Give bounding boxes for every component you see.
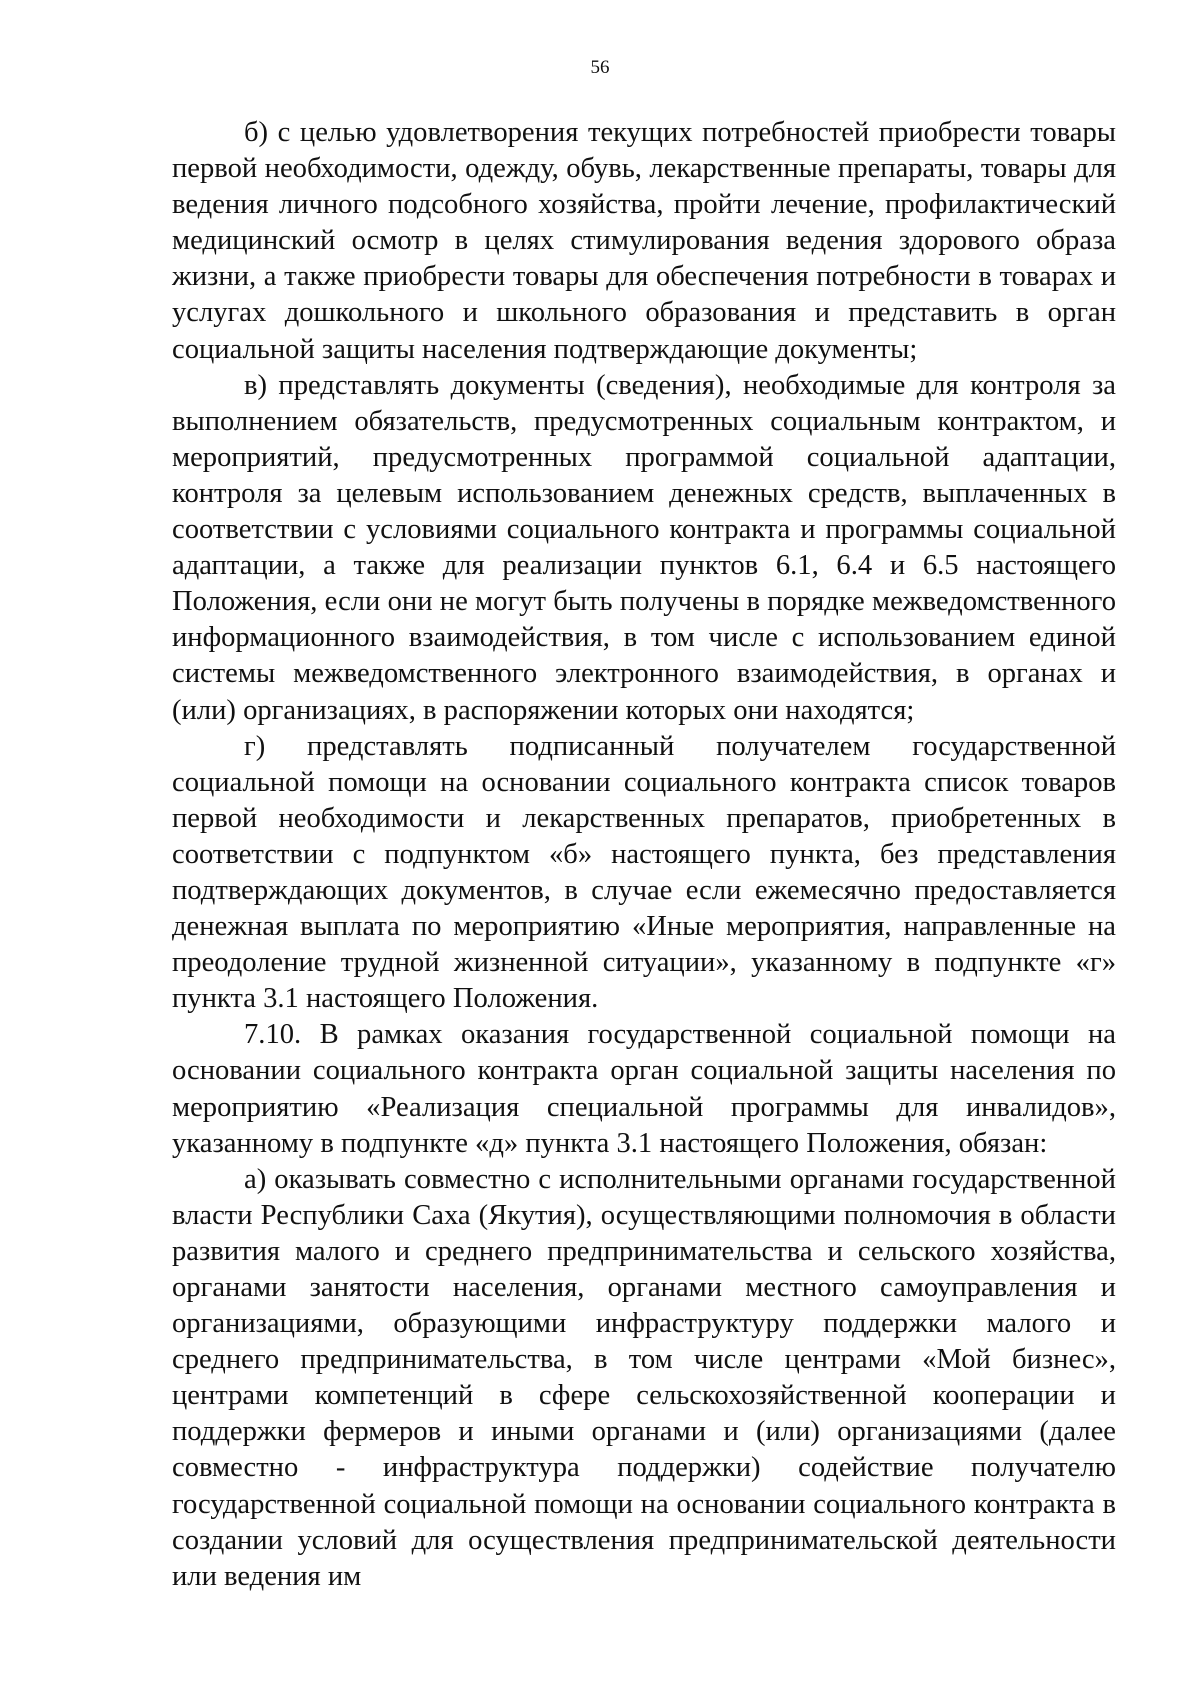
paragraph-b: б) с целью удовлетворения текущих потребностей приобрести товары первой необходимости, одежду, обувь, лекарственные препараты, товары для ведения личного подсобного хозяйства, пройти лечение, профилактический медицинский осмотр в целях стимулирования ведения здорового образа жизни, а также приобрести товары для обеспечения потребности в товарах и услугах дошкольного и школьного образования и представить в орган социальной защиты населения подтверждающие документы; xyxy=(172,117,1116,365)
paragraph-g: г) представлять подписанный получателем государственной социальной помощи на основании социального контракта список товаров первой необходимости и лекарственных препаратов, приобретенных в соответствии с подпунктом «б» настоящего пункта, без представления подтверждающих документов, в случае если ежемесячно предоставляется денежная выплата по мероприятию «Иные мероприятия, направленные на преодоление трудной жизненной ситуации», указанному в подпункте «г» пункта 3.1 настоящего Положения. xyxy=(172,730,1116,1015)
paragraph-7-10: 7.10. В рамках оказания государственной социальной помощи на основании социального контракта орган социальной защиты населения по мероприятию «Реализация специальной программы для инвалидов», указанному в подпункте «д» пункта 3.1 настоящего Положения, обязан: xyxy=(172,1019,1116,1159)
paragraph-v: в) представлять документы (сведения), необходимые для контроля за выполнением обязательств, предусмотренных социальным контрактом, и мероприятий, предусмотренных программой социальной адаптации, контроля за целевым использованием денежных средств, выплаченных в соответствии с условиями социального контракта и программы социальной адаптации, а также для реализации пунктов 6.1, 6.4 и 6.5 настоящего Положения, если они не могут быть получены в порядке межведомственного информационного взаимодействия, в том числе с использованием единой системы межведомственного электронного взаимодействия, в органах и (или) организациях, в распоряжении которых они находятся; xyxy=(172,369,1116,726)
paragraph-a: а) оказывать совместно с исполнительными органами государственной власти Республики Саха (Якутия), осуществляющими полномочия в области развития малого и среднего предпринимательства и сельского хозяйства, органами занятости населения, органами местного самоуправления и организациями, образующими инфраструктуру поддержки малого и среднего предпринимательства, в том числе центрами «Мой бизнес», центрами компетенций в сфере сельскохозяйственной кооперации и поддержки фермеров и иными органами и (или) организациями (далее совместно - инфраструктура поддержки) содействие получателю государственной социальной помощи на основании социального контракта в создании условий для осуществления предпринимательской деятельности или ведения им xyxy=(172,1163,1116,1592)
document-body xyxy=(172,115,1116,1595)
page-number: 56 xyxy=(590,57,610,78)
